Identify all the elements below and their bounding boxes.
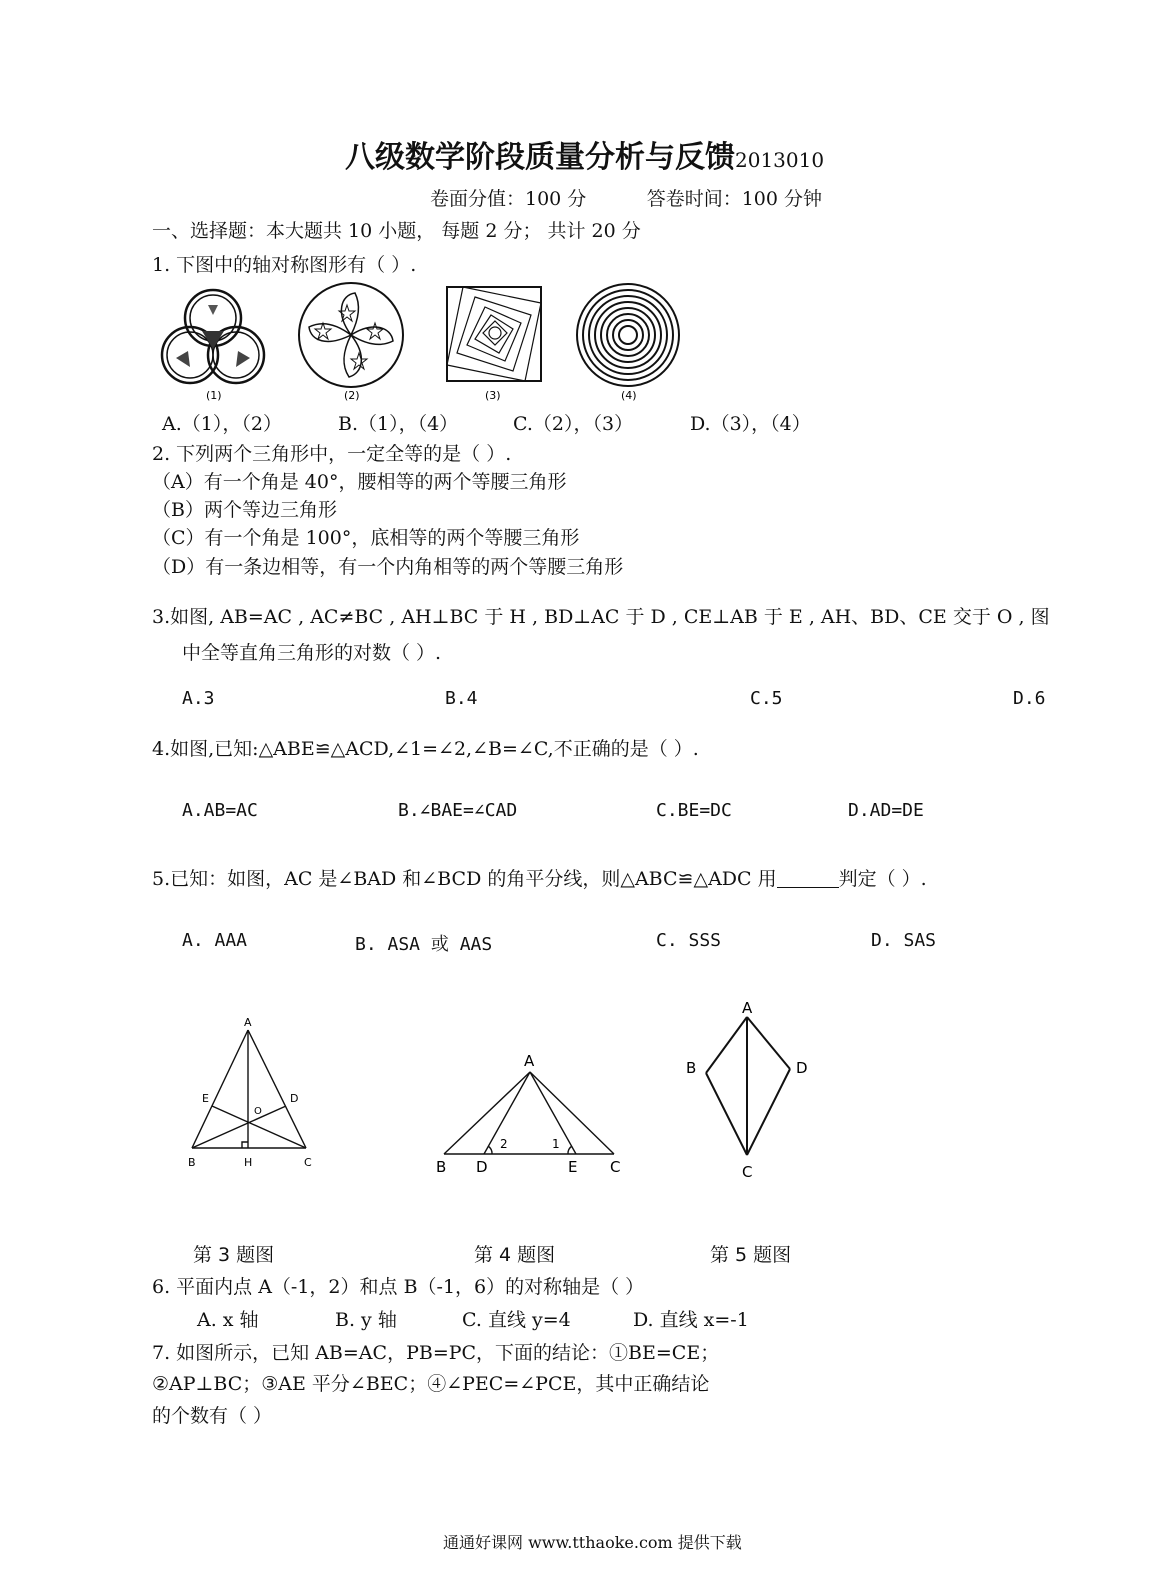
q3-figure-caption: 第 3 题图 (193, 1244, 275, 1266)
q1-option-d[interactable]: D.（3），（4） (690, 413, 811, 435)
question-7-line-1: 7. 如图所示，已知 AB=AC，PB=PC，下面的结论：①BE=CE； (152, 1342, 720, 1364)
q5-label-c: C (742, 1163, 753, 1181)
question-4-stem: 4.如图,已知:△ABE≌△ACD,∠1=∠2,∠B=∠C,不正确的是（ ）. (152, 738, 699, 760)
q1-option-c[interactable]: C.（2），（3） (513, 413, 634, 435)
q4-label-e: E (568, 1158, 578, 1176)
question-3-stem-cont: 中全等直角三角形的对数（ ）. (182, 642, 442, 664)
q5-option-a[interactable]: A. AAA (182, 930, 248, 951)
q1-figure-3 (445, 285, 545, 403)
q1-figure-3-label: (3) (485, 389, 501, 402)
exam-subtitle: 卷面分值：100 分 答卷时间：100 分钟 (430, 188, 823, 210)
q3-option-d[interactable]: D.6 (1013, 688, 1046, 709)
q4-label-a: A (524, 1052, 535, 1070)
q3-option-a[interactable]: A.3 (182, 688, 215, 709)
q5-figure (680, 995, 820, 1185)
q1-option-b[interactable]: B.（1），（4） (338, 413, 459, 435)
q5-option-d[interactable]: D. SAS (871, 930, 937, 951)
q3-figure (180, 1010, 330, 1180)
q5-label-b: B (686, 1059, 697, 1077)
question-5-stem (152, 864, 927, 891)
q1-figure-4 (573, 283, 683, 403)
q4-label-angle2: 2 (500, 1137, 508, 1151)
q5-figure-caption: 第 5 题图 (710, 1244, 792, 1266)
q6-option-b[interactable]: B. y 轴 (335, 1309, 397, 1331)
question-6-stem: 6. 平面内点 A（-1，2）和点 B（-1，6）的对称轴是（ ） (152, 1276, 645, 1298)
q3-label-e: E (202, 1092, 209, 1105)
q4-label-c: C (610, 1158, 621, 1176)
question-3-stem: 3.如图, AB=AC , AC≠BC , AH⊥BC 于 H , BD⊥AC 于 D , CE⊥AB 于 E , AH、BD、CE 交于 O , 图 (152, 606, 1050, 628)
question-2-stem: 2. 下列两个三角形中，一定全等的是（ ）. (152, 443, 512, 465)
q5-label-a: A (742, 999, 753, 1017)
q3-label-d: D (290, 1092, 299, 1105)
q4-figure-caption: 第 4 题图 (474, 1244, 556, 1266)
q2-option-c[interactable]: （C）有一个角是 100°，底相等的两个等腰三角形 (152, 527, 580, 549)
q5-option-b[interactable]: B. ASA 或 AAS (355, 934, 493, 955)
q6-option-c[interactable]: C. 直线 y=4 (462, 1309, 571, 1331)
q5-label-d: D (796, 1059, 808, 1077)
q3-label-c: C (304, 1156, 312, 1169)
q3-option-c[interactable]: C.5 (750, 688, 783, 709)
q1-option-a[interactable]: A.（1），（2） (162, 413, 282, 435)
q2-option-d[interactable]: （D）有一条边相等，有一个内角相等的两个等腰三角形 (152, 556, 624, 578)
q5-stem-part2: 判定（ ）. (838, 868, 927, 890)
q3-label-o: O (254, 1106, 262, 1117)
q1-figure-1-label: (1) (206, 389, 222, 402)
q5-answer-blank[interactable] (777, 869, 839, 888)
q4-figure (430, 1040, 630, 1180)
page-title (345, 132, 824, 176)
q3-label-b: B (188, 1156, 196, 1169)
q1-figure-4-label: (4) (621, 389, 637, 402)
q1-figure-1 (158, 283, 268, 403)
q5-stem-part1: 5.已知：如图，AC 是∠BAD 和∠BCD 的角平分线，则△ABC≌△ADC 用 (152, 868, 777, 890)
footer-text: 通通好课网 www.tthaoke.com 提供下载 (443, 1533, 742, 1552)
q4-option-c[interactable]: C.BE=DC (656, 800, 732, 821)
q4-option-d[interactable]: D.AD=DE (848, 800, 924, 821)
section-heading: 一、选择题：本大题共 10 小题， 每题 2 分； 共计 20 分 (152, 220, 641, 242)
exam-code: 2013010 (735, 148, 825, 172)
q1-figure-2 (295, 283, 407, 403)
q3-label-h: H (244, 1156, 253, 1169)
q3-option-b[interactable]: B.4 (445, 688, 478, 709)
question-7-line-3: 的个数有（ ） (152, 1405, 273, 1427)
question-7-line-2: ②AP⊥BC；③AE 平分∠BEC；④∠PEC=∠PCE，其中正确结论 (152, 1373, 710, 1395)
title-text: 八级数学阶段质量分析与反馈 (345, 140, 735, 175)
q4-label-d: D (476, 1158, 488, 1176)
q4-option-b[interactable]: B.∠BAE=∠CAD (398, 800, 518, 821)
q2-option-b[interactable]: （B）两个等边三角形 (152, 499, 337, 521)
q1-figure-2-label: (2) (344, 389, 360, 402)
q6-option-d[interactable]: D. 直线 x=-1 (633, 1309, 749, 1331)
q4-label-angle1: 1 (552, 1137, 560, 1151)
q3-label-a: A (244, 1016, 252, 1029)
q4-label-b: B (436, 1158, 447, 1176)
q6-option-a[interactable]: A. x 轴 (197, 1309, 259, 1331)
q2-option-a[interactable]: （A）有一个角是 40°，腰相等的两个等腰三角形 (152, 471, 567, 493)
q5-option-c[interactable]: C. SSS (656, 930, 722, 951)
q4-option-a[interactable]: A.AB=AC (182, 800, 258, 821)
question-1-stem: 1. 下图中的轴对称图形有（ ）. (152, 254, 417, 276)
